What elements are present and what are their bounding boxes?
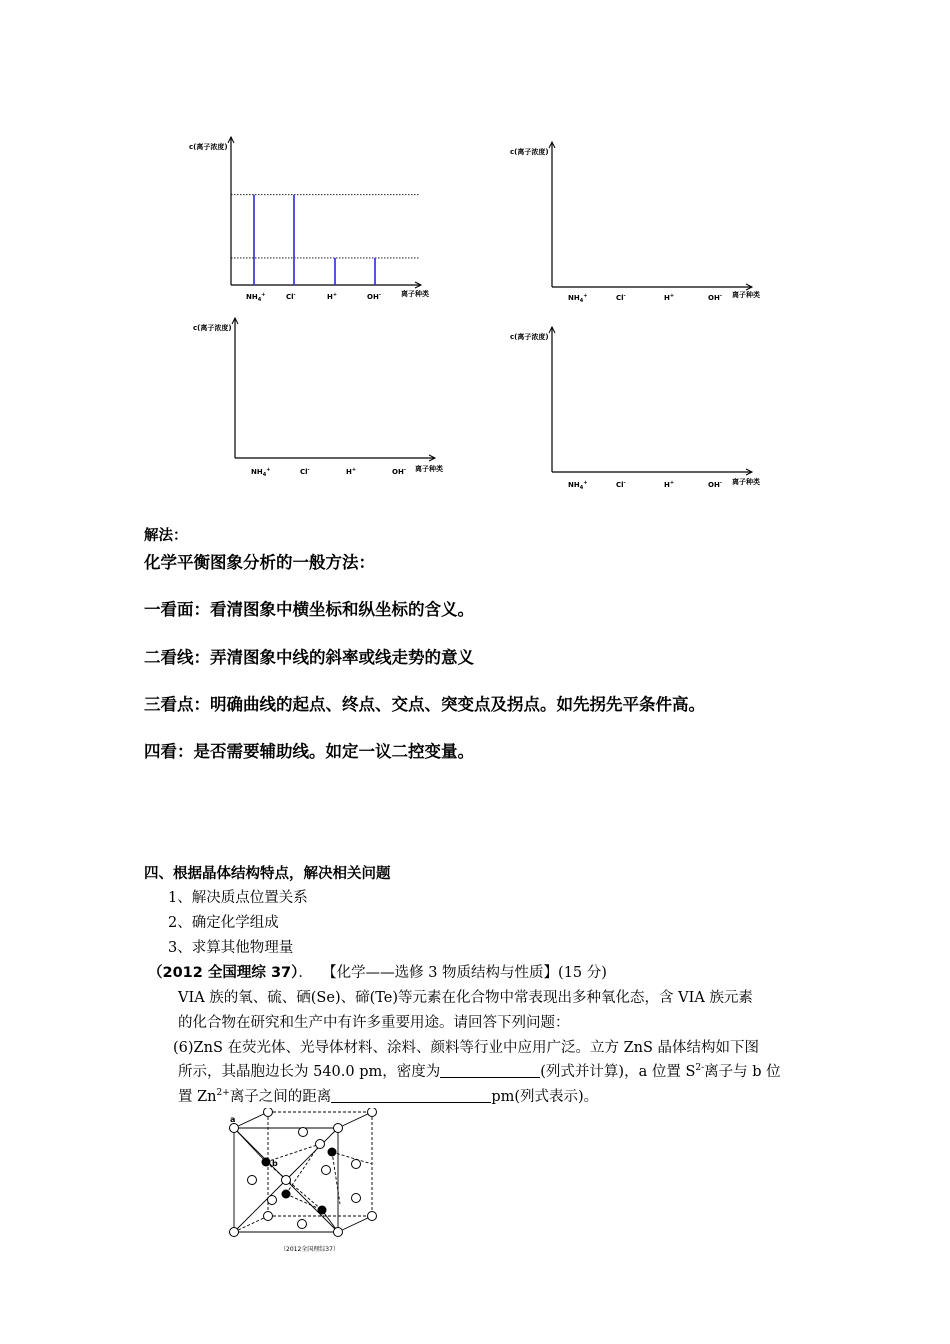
part6-line2-text-b: (列式并计算)，a 位置 S <box>540 1064 696 1080</box>
ion-chart-1 <box>186 125 436 310</box>
solution-step-2: 二看线：弄清图象中线的斜率或线走势的意义 <box>144 648 474 667</box>
category-label: Cl- <box>286 292 296 301</box>
solution-step-3: 三看点：明确曲线的起点、终点、交点、突变点及拐点。如先拐先平条件高。 <box>144 695 705 714</box>
question-topic: 【化学——选修 3 物质结构与性质】(15 分) <box>322 965 607 981</box>
y-axis-label: c(离子浓度) <box>193 324 232 332</box>
category-label: $NH_4^+$ <box>568 293 588 304</box>
x-axis-label: 离子种类 <box>732 291 760 299</box>
question-intro-line-1: VIA 族的氧、硫、硒(Se)、碲(Te)等元素在化合物中常表现出多种氧化态，含 VIA 族元素 <box>178 990 753 1006</box>
category-label: $NH_4^+$ <box>568 480 588 491</box>
part6-line2-text-c: 离子与 b 位 <box>704 1064 781 1080</box>
category-label: H+ <box>327 292 338 301</box>
x-axis-label: 离子种类 <box>415 465 443 473</box>
category-label: OH- <box>708 293 722 302</box>
question-source: （2012 全国理综 37） <box>148 965 299 981</box>
section-item-1: 1、解决质点位置关系 <box>168 890 308 906</box>
category-label: Cl- <box>616 480 626 489</box>
solution-step-4: 四看：是否需要辅助线。如定一议二控变量。 <box>144 742 474 761</box>
density-answer-blank[interactable] <box>440 1063 540 1078</box>
part6-line3-text-b: 离子之间的距离 <box>229 1089 332 1105</box>
ion-chart-2 <box>504 135 784 305</box>
y-axis-label: c(离子浓度) <box>189 143 228 151</box>
section-item-3: 3、求算其他物理量 <box>168 940 294 956</box>
atom-label-b: b <box>272 1159 278 1168</box>
ion-chart-3 <box>186 308 466 480</box>
question-part6-line-1: (6)ZnS 在荧光体、光导体材料、涂料、颜料等行业中应用广泛。立方 ZnS 晶体结构如下图 <box>173 1040 760 1056</box>
category-label: $NH_4^+$ <box>251 467 271 478</box>
category-label: Cl- <box>616 293 626 302</box>
sulfide-charge: 2- <box>695 1063 705 1074</box>
ion-chart-4 <box>504 320 784 492</box>
zns-crystal-figure <box>228 1108 388 1262</box>
part6-line3-text-a: 置 Zn <box>178 1089 217 1105</box>
part6-line3-text-c: pm(列式表示)。 <box>491 1089 599 1105</box>
question-header <box>148 961 607 982</box>
category-label: OH- <box>392 467 406 476</box>
x-axis-label: 离子种类 <box>401 290 429 298</box>
solution-label: 解法： <box>144 528 188 544</box>
figure-caption: （2012全国理综37） <box>280 1246 339 1253</box>
y-axis-label: c(离子浓度) <box>510 333 549 341</box>
y-axis-label: c(离子浓度) <box>510 148 549 156</box>
category-label: OH- <box>708 480 722 489</box>
category-label: OH- <box>367 292 381 301</box>
category-label: Cl- <box>300 467 310 476</box>
zinc-charge: 2+ <box>216 1088 230 1099</box>
x-axis-label: 离子种类 <box>732 478 760 486</box>
question-intro-line-2: 的化合物在研究和生产中有许多重要用途。请回答下列问题： <box>178 1015 570 1031</box>
part6-line2-text-a: 所示，其晶胞边长为 540.0 pm，密度为 <box>178 1064 441 1080</box>
atom-label-a: a <box>230 1115 236 1124</box>
solution-title: 化学平衡图象分析的一般方法： <box>144 553 375 572</box>
section-heading: 四、根据晶体结构特点，解决相关问题 <box>144 866 391 882</box>
question-part6-line-3 <box>178 1085 598 1106</box>
question-part6-line-2 <box>178 1060 781 1081</box>
category-label: H+ <box>664 293 675 302</box>
category-label: H+ <box>664 480 675 489</box>
category-label: H+ <box>346 467 357 476</box>
solution-step-1: 一看面：看清图象中横坐标和纵坐标的含义。 <box>144 600 474 619</box>
distance-answer-blank[interactable] <box>331 1088 491 1103</box>
question-source-dot: ． <box>298 965 313 981</box>
category-label: $NH_4^+$ <box>246 292 266 303</box>
section-item-2: 2、确定化学组成 <box>168 915 279 931</box>
